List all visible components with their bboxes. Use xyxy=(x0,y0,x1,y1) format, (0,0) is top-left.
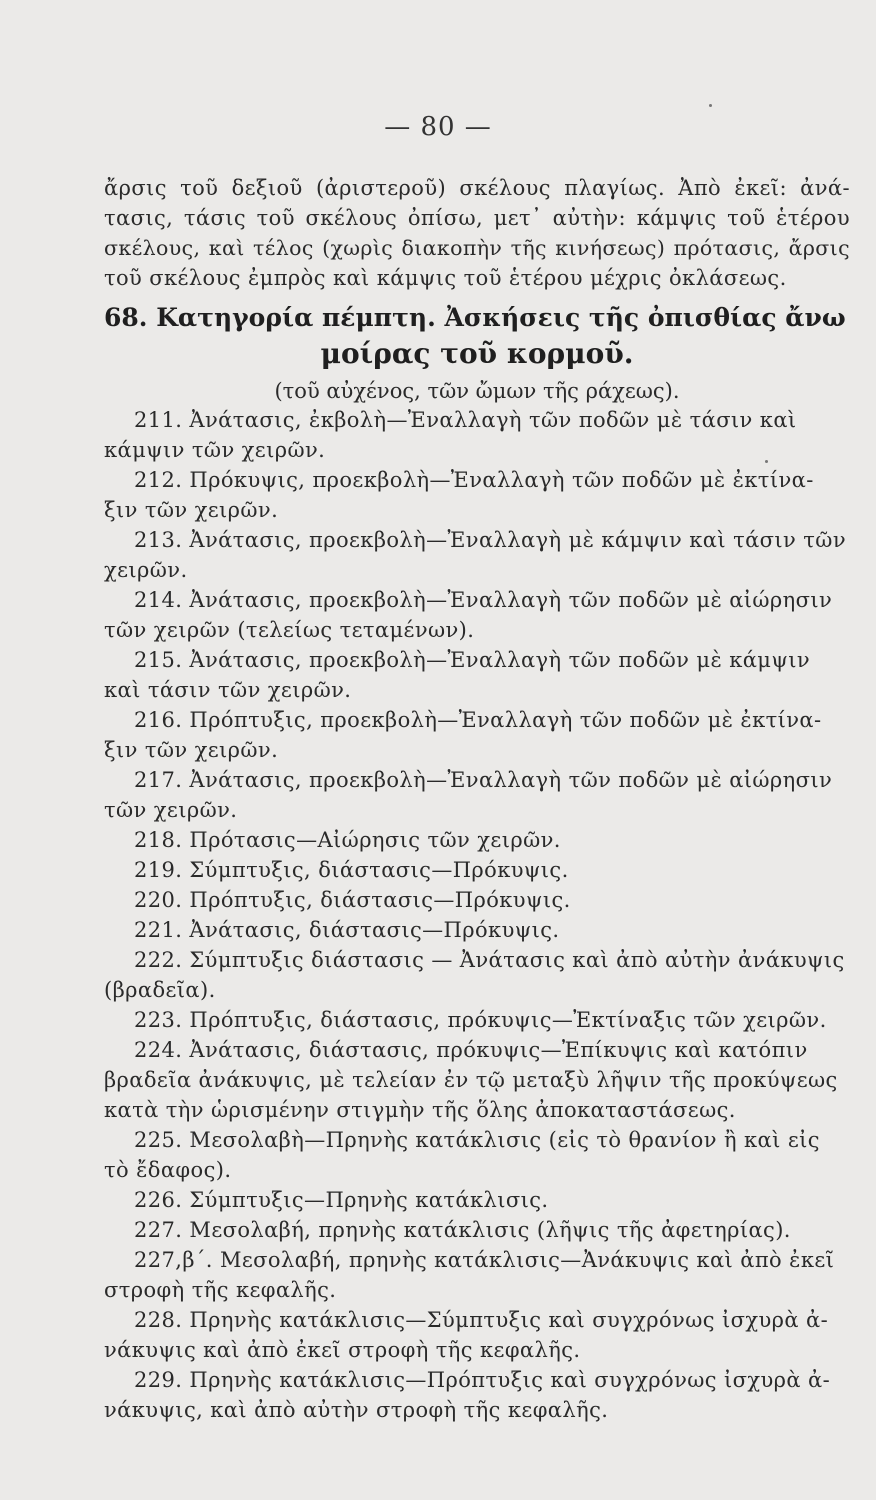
intro-line: σκέλους, καὶ τέλος (χωρὶς διακοπὴν τῆς κινήσεως) πρότασις, ἄρσις xyxy=(104,236,850,260)
exercise-item-start: 216. Πρόπτυξις, προεκβολὴ—Ἐναλλαγὴ τῶν ποδῶν μὲ ἐκτίνα- xyxy=(134,708,822,732)
exercise-item-continuation: κάμψιν τῶν χειρῶν. xyxy=(104,438,326,462)
exercise-item-continuation: τὸ ἔδαφος). xyxy=(104,1158,232,1182)
exercise-item-continuation: κατὰ τὴν ὡρισμένην στιγμὴν τῆς ὅλης ἀποκαταστάσεως. xyxy=(104,1098,736,1122)
exercise-item-start: 224. Ἀνάτασις, διάστασις, πρόκυψις—Ἐπίκυψις καὶ κατόπιν xyxy=(134,1038,808,1062)
exercise-item-continuation: νάκυψις καὶ ἀπὸ ἐκεῖ στροφὴ τῆς κεφαλῆς. xyxy=(104,1338,581,1362)
intro-line: τοῦ σκέλους ἐμπρὸς καὶ κάμψις τοῦ ἑτέρου μέχρις ὀκλάσεως. xyxy=(104,266,787,290)
exercise-item-continuation: στροφὴ τῆς κεφαλῆς. xyxy=(104,1278,337,1302)
section-subheading: (τοῦ αὐχένος, τῶν ὤμων τῆς ράχεως). xyxy=(274,379,680,403)
exercise-item-start: 217. Ἀνάτασις, προεκβολὴ—Ἐναλλαγὴ τῶν ποδῶν μὲ αἰώρησιν xyxy=(134,768,833,792)
exercise-item-start: 211. Ἀνάτασις, ἐκβολὴ—Ἐναλλαγὴ τῶν ποδῶν μὲ τάσιν καὶ xyxy=(134,408,797,432)
exercise-item-start: 222. Σύμπτυξις διάστασις — Ἀνάτασις καὶ ἀπὸ αὐτὴν ἀνάκυψις xyxy=(134,948,845,972)
exercise-item-continuation: τῶν χειρῶν (τελείως τεταμένων). xyxy=(104,618,475,642)
exercise-item-start: 218. Πρότασις—Αἰώρησις τῶν χειρῶν. xyxy=(134,828,561,852)
page-number: — 80 — xyxy=(384,112,492,142)
intro-line: ἄρσις τοῦ δεξιοῦ (ἀριστεροῦ) σκέλους πλαγίως. Ἀπὸ ἐκεῖ: ἀνά- xyxy=(104,176,850,200)
exercise-item-start: 220. Πρόπτυξις, διάστασις—Πρόκυψις. xyxy=(134,888,571,912)
exercise-item-start: 214. Ἀνάτασις, προεκβολὴ—Ἐναλλαγὴ τῶν ποδῶν μὲ αἰώρησιν xyxy=(134,588,833,612)
exercise-item-start: 212. Πρόκυψις, προεκβολὴ—Ἐναλλαγὴ τῶν ποδῶν μὲ ἐκτίνα- xyxy=(134,468,814,492)
exercise-item-continuation: βραδεῖα ἀνάκυψις, μὲ τελείαν ἐν τῷ μεταξὺ λῆψιν τῆς προκύψεως xyxy=(104,1068,838,1092)
print-speck xyxy=(709,104,712,107)
exercise-item-continuation: νάκυψις, καὶ ἀπὸ αὐτὴν στροφὴ τῆς κεφαλῆς. xyxy=(104,1398,609,1422)
exercise-item-start: 227,β΄. Μεσολαβή, πρηνὴς κατάκλισις—Ἀνάκυψις καὶ ἀπὸ ἐκεῖ xyxy=(134,1248,835,1272)
intro-paragraph xyxy=(104,173,850,293)
exercise-item-start: 223. Πρόπτυξις, διάστασις, πρόκυψις—Ἐκτίναξις τῶν χειρῶν. xyxy=(134,1008,827,1032)
exercise-item-start: 228. Πρηνὴς κατάκλισις—Σύμπτυξις καὶ συγχρόνως ἰσχυρὰ ἀ- xyxy=(134,1308,829,1332)
section-title-line-2: μοίρας τοῦ κορμοῦ. xyxy=(320,337,634,370)
exercise-item-continuation: (βραδεῖα). xyxy=(104,978,216,1002)
print-speck xyxy=(765,460,768,463)
exercise-item-start: 229. Πρηνὴς κατάκλισις—Πρόπτυξις καὶ συγχρόνως ἰσχυρὰ ἀ- xyxy=(134,1368,831,1392)
exercise-item-continuation: τῶν χειρῶν. xyxy=(104,798,238,822)
intro-line: τασις, τάσις τοῦ σκέλους ὀπίσω, μετ᾽ αὐτὴν: κάμψις τοῦ ἑτέρου xyxy=(104,206,850,230)
exercise-item-start: 225. Μεσολαβὴ—Πρηνὴς κατάκλισις (εἰς τὸ θρανίον ἢ καὶ εἰς xyxy=(134,1128,820,1152)
exercise-item-start: 221. Ἀνάτασις, διάστασις—Πρόκυψις. xyxy=(134,918,560,942)
exercise-item-start: 213. Ἀνάτασις, προεκβολὴ—Ἐναλλαγὴ μὲ κάμψιν καὶ τάσιν τῶν xyxy=(134,528,846,552)
exercise-item-start: 226. Σύμπτυξις—Πρηνὴς κατάκλισις. xyxy=(134,1188,549,1212)
exercise-item-continuation: χειρῶν. xyxy=(104,558,188,582)
section-title-line-1: 68. Κατηγορία πέμπτη. Ἀσκήσεις τῆς ὀπισθίας ἄνω xyxy=(104,303,846,332)
exercise-item-start: 215. Ἀνάτασις, προεκβολὴ—Ἐναλλαγὴ τῶν ποδῶν μὲ κάμψιν xyxy=(134,648,811,672)
exercise-item-continuation: καὶ τάσιν τῶν χειρῶν. xyxy=(104,678,352,702)
section-heading xyxy=(104,300,850,406)
exercise-item-continuation: ξιν τῶν χειρῶν. xyxy=(104,498,279,522)
exercise-item-start: 227. Μεσολαβή, πρηνὴς κατάκλισις (λῆψις τῆς ἀφετηρίας). xyxy=(134,1218,791,1242)
exercise-item-continuation: ξιν τῶν χειρῶν. xyxy=(104,738,279,762)
exercise-list xyxy=(104,405,850,1425)
exercise-item-start: 219. Σύμπτυξις, διάστασις—Πρόκυψις. xyxy=(134,858,569,882)
